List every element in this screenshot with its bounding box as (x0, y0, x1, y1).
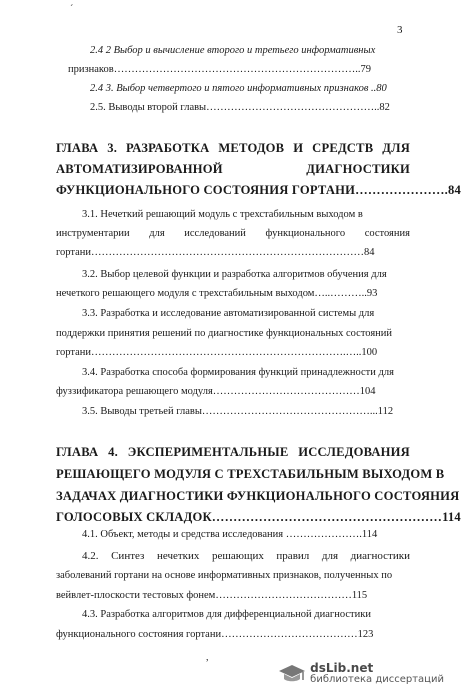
watermark-text (310, 663, 444, 685)
toc-entry-3-1-line2: инструментарии для исследований функционального состояния (56, 228, 410, 239)
toc-entry-2-4-2-line1: 2.4 2 Выбор и вычисление второго и третьего информативных (90, 45, 376, 56)
chapter-4-title-line3: ЗАДАЧАХ ДИАГНОСТИКИ ФУНКЦИОНАЛЬНОГО СОСТОЯНИЯ (56, 489, 460, 503)
toc-entry-2-4-2-line2: признаков……………………………………………………………..79 (68, 64, 371, 75)
scan-mark: ´ (70, 4, 74, 15)
chapter-4-title-line1: ГЛАВА 4. ЭКСПЕРИМЕНТАЛЬНЫЕ ИССЛЕДОВАНИЯ (56, 445, 410, 459)
toc-entry-3-3-line1: 3.3. Разработка и исследование автоматизированной системы для (82, 308, 375, 319)
toc-entry-3-5: 3.5. Выводы третьей главы…………………………………………...112 (82, 406, 394, 417)
chapter-3-title-line3: ФУНКЦИОНАЛЬНОГО СОСТОЯНИЯ ГОРТАНИ………………….84 (56, 183, 461, 197)
watermark-brand: dsLib.net (310, 661, 374, 675)
toc-entry-3-4-line2: фуззификатора решающего модуля……………………………………104 (56, 386, 376, 397)
graduation-cap-icon (278, 663, 306, 685)
toc-entry-4-2-line1: 4.2. Синтез нечетких решающих правил для диагностики (82, 550, 410, 562)
toc-entry-3-3-line2: поддержки принятия решений по диагностике функциональных состояний (56, 328, 393, 339)
toc-entry-4-2-line2: заболеваний гортани на основе информативных признаков, полученных по (56, 570, 393, 581)
toc-entry-3-3-line3: гортани……………………………………………………………….…..100 (56, 347, 378, 358)
toc-entry-3-2-line2: нечеткого решающего модуля с трехстабильным выходом…..………..93 (56, 288, 378, 299)
chapter-4-title-line2: РЕШАЮЩЕГО МОДУЛЯ С ТРЕХСТАБИЛЬНЫМ ВЫХОДОМ В (56, 467, 445, 481)
toc-entry-4-3-line2: функционального состояния гортани…………………………………123 (56, 629, 374, 640)
page-number: 3 (397, 24, 403, 36)
chapter-3-title-line2: АВТОМАТИЗИРОВАННОЙ ДИАГНОСТИКИ (56, 162, 410, 176)
chapter-3-title-line1: ГЛАВА 3. РАЗРАБОТКА МЕТОДОВ И СРЕДСТВ ДЛЯ (56, 141, 410, 155)
toc-entry-3-4-line1: 3.4. Разработка способа формирования функций принадлежности для (82, 367, 394, 378)
toc-entry-3-1-line3: гортани……………………………………………………………………84 (56, 247, 375, 258)
watermark-subtitle: библиотека диссертаций (310, 674, 444, 685)
toc-entry-4-3-line1: 4.3. Разработка алгоритмов для дифференциальной диагностики (82, 609, 371, 620)
scan-mark-bottom: , (206, 652, 209, 663)
watermark (278, 663, 444, 685)
toc-entry-2-5: 2.5. Выводы второй главы…………………………………………..82 (90, 102, 390, 113)
toc-entry-3-1-line1: 3.1. Нечеткий решающий модуль с трехстабильным выходом в (82, 209, 363, 220)
toc-entry-4-1: 4.1. Объект, методы и средства исследования ………………….114 (82, 529, 378, 540)
toc-entry-3-2-line1: 3.2. Выбор целевой функции и разработка алгоритмов обучения для (82, 269, 387, 280)
chapter-4-title-line4: ГОЛОСОВЫХ СКЛАДОК………………………………………………114 (56, 510, 461, 524)
toc-entry-2-4-3: 2.4 3. Выбор четвертого и пятого информативных признаков ..80 (90, 83, 387, 94)
toc-entry-4-2-line3: вейвлет-плоскости тестовых фонем…………………………………115 (56, 590, 368, 601)
